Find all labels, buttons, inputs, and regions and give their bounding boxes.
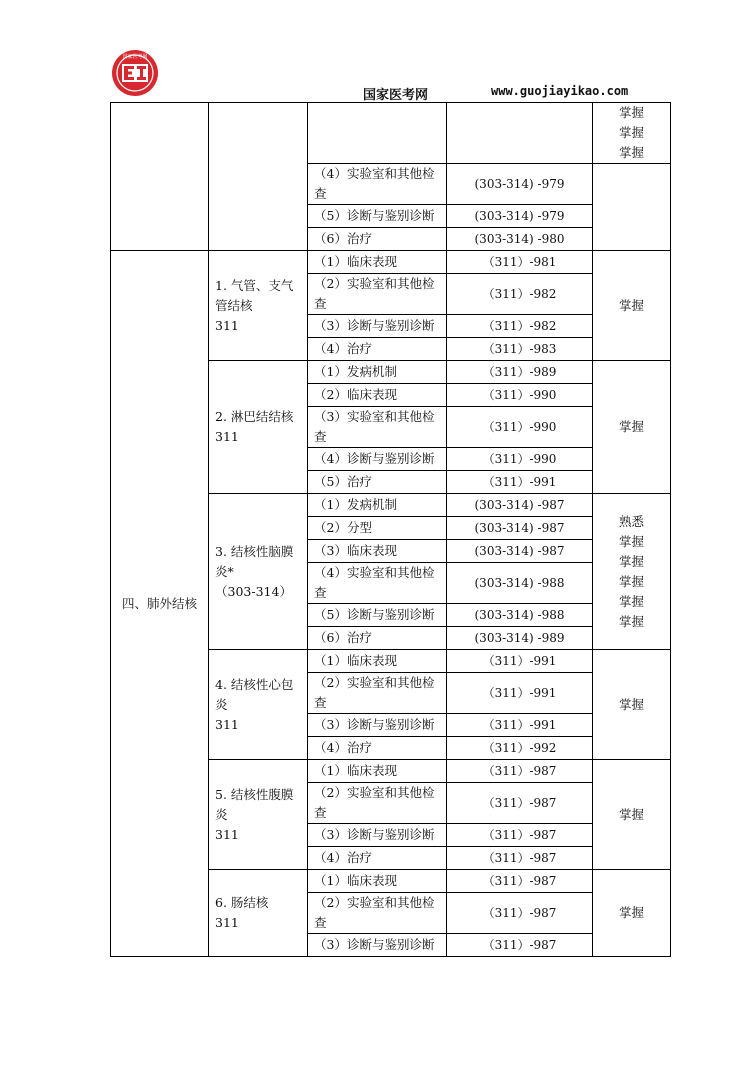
subunit-code: 311 [215, 429, 239, 444]
item-code: （311）-987 [447, 824, 593, 847]
item-label: （1）临床表现 [308, 870, 447, 893]
item-code: （311）-990 [447, 384, 593, 407]
item-label: （2）实验室和其他检查 [308, 893, 447, 934]
item-label: （6）治疗 [308, 627, 447, 650]
item-label: （4）治疗 [308, 847, 447, 870]
item-code: （311）-989 [447, 361, 593, 384]
subunit-code: 311 [215, 915, 239, 930]
item-code: （311）-987 [447, 934, 593, 957]
requirement-level: 熟悉 [618, 513, 644, 529]
item-label: （1）临床表现 [308, 760, 447, 783]
unit-title: 四、肺外结核 [111, 251, 209, 957]
item-code: (303-314) -987 [447, 494, 593, 517]
requirement-level: 掌握 [618, 105, 644, 120]
item-code: （311）-987 [447, 847, 593, 870]
item-label: （1）临床表现 [308, 251, 447, 274]
subunit-code: （303-314） [215, 583, 292, 599]
item-code: (303-314) -987 [447, 517, 593, 540]
item-label: （1）发病机制 [308, 361, 447, 384]
item-label: （1）发病机制 [308, 494, 447, 517]
syllabus-table [110, 102, 671, 957]
subunit-cell [209, 870, 308, 957]
item-label: （4）实验室和其他检查 [308, 164, 447, 205]
item-label: （3）诊断与鉴别诊断 [308, 934, 447, 957]
requirement-cell [593, 251, 671, 361]
subunit-title: 6. 肠结核 [215, 895, 269, 910]
item-label: （1）临床表现 [308, 650, 447, 673]
subunit-code: 311 [215, 826, 239, 842]
item-label: （2）实验室和其他检查 [308, 274, 447, 315]
item-code: (303-314) -980 [447, 228, 593, 251]
item-code: （311）-987 [447, 783, 593, 824]
item-label: （4）实验室和其他检查 [308, 563, 447, 604]
site-logo [110, 48, 160, 98]
subunit-title: 3. 结核性脑膜炎* [215, 543, 294, 579]
item-label: （4）诊断与鉴别诊断 [308, 448, 447, 471]
item-code: （311）-991 [447, 673, 593, 714]
requirement-level: 掌握 [618, 806, 644, 822]
requirement-cell [593, 760, 671, 870]
code-cell-empty [447, 103, 593, 164]
svg-text:国家医考网: 国家医考网 [122, 54, 148, 60]
requirement-cell-empty [593, 164, 671, 251]
item-label: （3）诊断与鉴别诊断 [308, 315, 447, 338]
requirement-level: 掌握 [618, 419, 644, 434]
item-code: （311）-983 [447, 338, 593, 361]
item-code: (303-314) -988 [447, 604, 593, 627]
item-code: （311）-991 [447, 650, 593, 673]
item-code: (303-314) -988 [447, 563, 593, 604]
requirement-level: 掌握 [618, 553, 644, 569]
unit-cell-continued [111, 103, 209, 251]
subunit-cell [209, 760, 308, 870]
subunit-code: 311 [215, 716, 239, 732]
subunit-cell [209, 650, 308, 760]
requirement-level: 掌握 [618, 297, 644, 313]
item-code: (303-314) -989 [447, 627, 593, 650]
item-label: （4）治疗 [308, 338, 447, 361]
item-label: （3）诊断与鉴别诊断 [308, 824, 447, 847]
requirement-level: 掌握 [618, 533, 644, 549]
subunit-title: 2. 淋巴结结核 [215, 409, 294, 424]
requirement-level: 掌握 [618, 593, 644, 609]
item-label: （2）临床表现 [308, 384, 447, 407]
subunit-title: 5. 结核性腹膜炎 [215, 786, 294, 822]
item-code: （311）-982 [447, 274, 593, 315]
requirement-level: 掌握 [618, 696, 644, 712]
requirement-cell [593, 361, 671, 494]
site-url: www.guojiayikao.com [491, 84, 629, 98]
item-label: （3）临床表现 [308, 540, 447, 563]
subunit-cell-continued [209, 103, 308, 251]
requirement-level: 掌握 [618, 145, 644, 160]
requirement-cell [593, 650, 671, 760]
item-code: (303-314) -979 [447, 164, 593, 205]
syllabus-table-body [111, 103, 671, 957]
item-code: （311）-987 [447, 870, 593, 893]
site-name: 国家医考网 [363, 88, 429, 103]
item-code: （311）-990 [447, 407, 593, 448]
item-code: (303-314) -987 [447, 540, 593, 563]
item-label: （3）诊断与鉴别诊断 [308, 714, 447, 737]
requirement-level: 掌握 [618, 905, 644, 920]
subunit-cell [209, 494, 308, 650]
item-code: （311）-991 [447, 714, 593, 737]
item-code: （311）-992 [447, 737, 593, 760]
logo-emblem-icon [110, 48, 160, 98]
item-label: （5）诊断与鉴别诊断 [308, 604, 447, 627]
item-label: （5）治疗 [308, 471, 447, 494]
subunit-title: 4. 结核性心包炎 [215, 676, 294, 712]
item-code: (303-314) -979 [447, 205, 593, 228]
item-label: （3）实验室和其他检查 [308, 407, 447, 448]
subunit-cell [209, 361, 308, 494]
item-label: （4）治疗 [308, 737, 447, 760]
item-label: （5）诊断与鉴别诊断 [308, 205, 447, 228]
requirement-cell [593, 103, 671, 164]
requirement-cell [593, 494, 671, 650]
item-code: （311）-987 [447, 893, 593, 934]
item-code: （311）-990 [447, 448, 593, 471]
subunit-cell [209, 251, 308, 361]
item-label: （2）分型 [308, 517, 447, 540]
item-label: （2）实验室和其他检查 [308, 673, 447, 714]
item-label: （2）实验室和其他检查 [308, 783, 447, 824]
item-cell-empty [308, 103, 447, 164]
table-row [111, 251, 671, 274]
table-row [111, 103, 671, 164]
item-code: （311）-982 [447, 315, 593, 338]
item-code: （311）-981 [447, 251, 593, 274]
requirement-level: 掌握 [618, 573, 644, 589]
requirement-level: 掌握 [618, 613, 644, 629]
subunit-code: 311 [215, 317, 239, 333]
requirement-cell [593, 870, 671, 957]
item-label: （6）治疗 [308, 228, 447, 251]
item-code: （311）-987 [447, 760, 593, 783]
requirement-level: 掌握 [618, 125, 644, 140]
item-code: （311）-991 [447, 471, 593, 494]
subunit-title: 1. 气管、支气管结核 [215, 277, 294, 313]
